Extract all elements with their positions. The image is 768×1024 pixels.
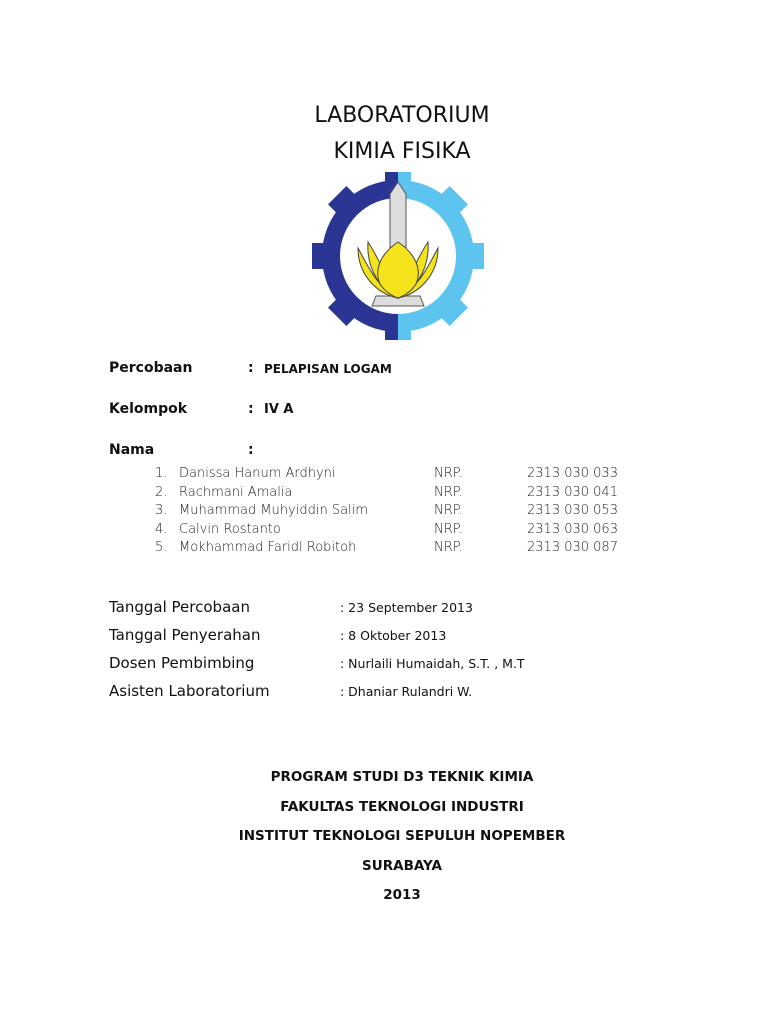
footer-line: FAKULTAS TEKNOLOGI INDUSTRI (280, 798, 524, 815)
detail-value: : 23 September 2013 (340, 600, 473, 615)
footer-line: PROGRAM STUDI D3 TEKNIK KIMIA (270, 769, 534, 785)
detail-value: : 8 Oktober 2013 (340, 628, 447, 643)
member-nrp: 2313 030 053 (527, 503, 618, 518)
member-name: Calvin Rostanto (179, 521, 281, 537)
member-name: Rachmani Amalia (179, 484, 293, 500)
member-number: 1. (155, 466, 168, 481)
member-nrp: 2313 030 033 (527, 466, 618, 481)
member-nrp-label: NRP. (434, 521, 463, 537)
member-number: 2. (155, 484, 168, 500)
detail-value: : Nurlaili Humaidah, S.T. , M.T (340, 656, 525, 671)
member-nrp: 2313 030 063 (527, 521, 618, 537)
nama-colon: : (248, 442, 254, 458)
detail-label: Tanggal Penyerahan (109, 626, 261, 644)
member-name: Mokhammad Faridl Robitoh (179, 540, 357, 555)
member-nrp-label: NRP. (434, 466, 463, 481)
footer-line: SURABAYA (362, 857, 442, 874)
detail-label: Dosen Pembimbing (109, 654, 255, 672)
member-number: 3. (155, 503, 168, 518)
member-nrp-label: NRP. (434, 484, 463, 500)
percobaan-label: Percobaan (109, 360, 193, 376)
footer-line: 2013 (383, 887, 421, 903)
kelompok-value: IV A (264, 402, 294, 417)
member-number: 4. (155, 521, 168, 537)
member-nrp-label: NRP. (434, 503, 463, 518)
its-logo-icon (305, 172, 491, 340)
title-line1: LABORATORIUM (314, 103, 490, 128)
footer-line: INSTITUT TEKNOLOGI SEPULUH NOPEMBER (238, 828, 566, 844)
member-name: Danissa Hanum Ardhyni (179, 466, 336, 481)
detail-label: Asisten Laboratorium (109, 682, 270, 700)
member-nrp: 2313 030 041 (527, 484, 618, 500)
member-number: 5. (155, 540, 168, 555)
kelompok-label: Kelompok (109, 401, 188, 417)
nama-label: Nama (109, 442, 155, 458)
detail-value: : Dhaniar Rulandri W. (340, 684, 473, 699)
percobaan-value: PELAPISAN LOGAM (264, 362, 392, 376)
detail-label: Tanggal Percobaan (109, 598, 250, 616)
percobaan-colon: : (248, 360, 254, 376)
member-nrp-label: NRP. (434, 540, 463, 555)
title-line2: KIMIA FISIKA (333, 139, 471, 164)
member-name: Muhammad Muhyiddin Salim (179, 503, 368, 518)
kelompok-colon: : (248, 401, 254, 417)
member-nrp: 2313 030 087 (527, 540, 618, 555)
